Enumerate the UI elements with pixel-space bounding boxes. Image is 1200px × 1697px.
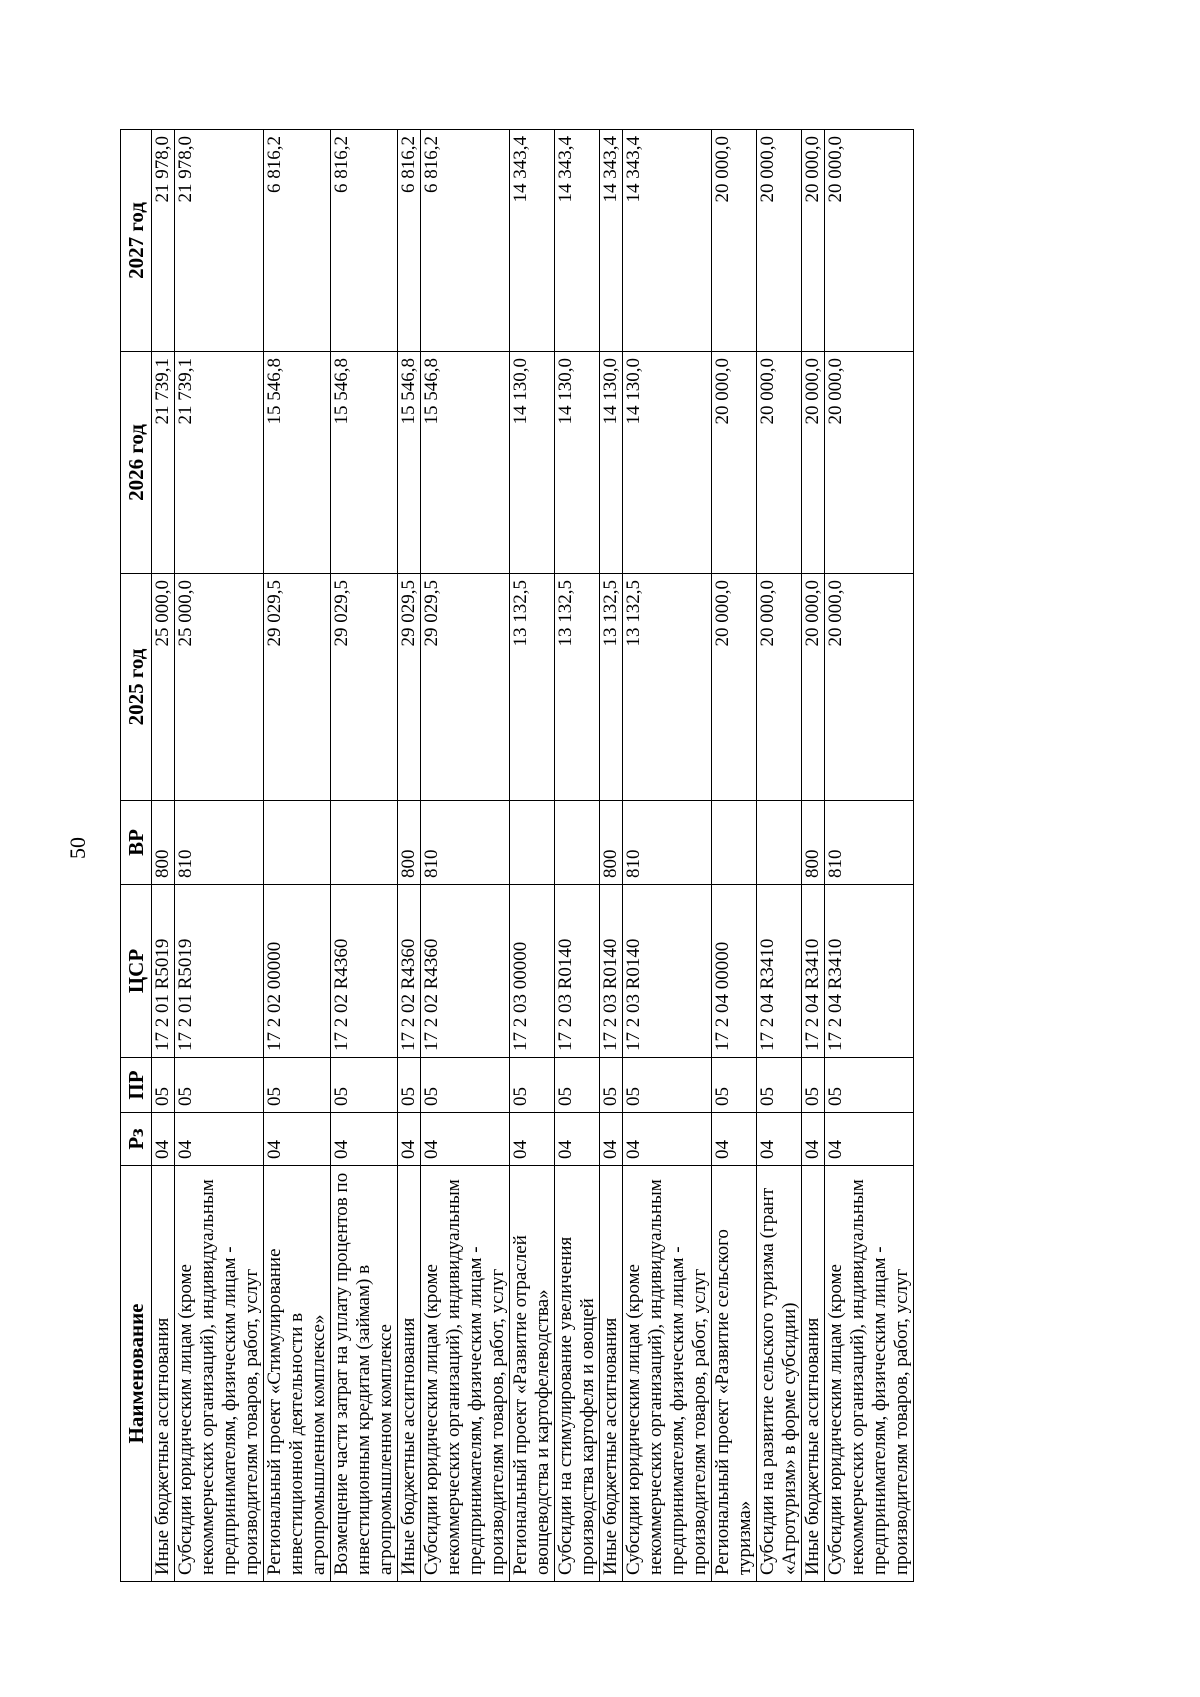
cell-name: Иные бюджетные ассигнования — [600, 1166, 623, 1582]
cell-rz: 04 — [600, 1113, 623, 1166]
cell-pr: 05 — [757, 1058, 802, 1113]
budget-table — [120, 129, 914, 1582]
cell-2026: 15 546,8 — [264, 352, 331, 574]
table-row — [712, 130, 757, 1582]
table-body — [152, 130, 914, 1582]
cell-rz: 04 — [623, 1113, 712, 1166]
cell-name: Региональный проект «Развитие отраслей овощеводства и картофелеводства» — [510, 1166, 555, 1582]
cell-name: Иные бюджетные ассигнования — [152, 1166, 175, 1582]
cell-2026: 20 000,0 — [757, 352, 802, 574]
table-header-row — [121, 130, 152, 1582]
cell-name: Субсидии на стимулирование увеличения производства картофеля и овощей — [555, 1166, 600, 1582]
cell-2025: 13 132,5 — [555, 574, 600, 801]
cell-rz: 04 — [421, 1113, 510, 1166]
cell-2025: 20 000,0 — [712, 574, 757, 801]
cell-vr: 810 — [421, 801, 510, 885]
cell-2026: 21 739,1 — [175, 352, 264, 574]
cell-2027: 21 978,0 — [152, 130, 175, 352]
header-csr: ЦСР — [121, 885, 152, 1058]
cell-csr: 17 2 02 R4360 — [398, 885, 421, 1058]
cell-2025: 20 000,0 — [757, 574, 802, 801]
table-row — [802, 130, 825, 1582]
cell-rz: 04 — [825, 1113, 914, 1166]
cell-2025: 13 132,5 — [600, 574, 623, 801]
cell-2026: 14 130,0 — [555, 352, 600, 574]
cell-pr: 05 — [712, 1058, 757, 1113]
cell-csr: 17 2 02 R4360 — [421, 885, 510, 1058]
cell-rz: 04 — [757, 1113, 802, 1166]
cell-2025: 29 029,5 — [398, 574, 421, 801]
cell-pr: 05 — [331, 1058, 398, 1113]
cell-vr — [264, 801, 331, 885]
cell-pr: 05 — [555, 1058, 600, 1113]
cell-vr: 800 — [802, 801, 825, 885]
cell-csr: 17 2 03 00000 — [510, 885, 555, 1058]
cell-2025: 25 000,0 — [152, 574, 175, 801]
cell-vr: 810 — [175, 801, 264, 885]
cell-2026: 14 130,0 — [510, 352, 555, 574]
cell-2027: 6 816,2 — [421, 130, 510, 352]
cell-2025: 29 029,5 — [421, 574, 510, 801]
cell-rz: 04 — [264, 1113, 331, 1166]
cell-csr: 17 2 03 R0140 — [555, 885, 600, 1058]
cell-2027: 20 000,0 — [712, 130, 757, 352]
table-row — [510, 130, 555, 1582]
cell-2025: 29 029,5 — [331, 574, 398, 801]
cell-name: Региональный проект «Стимулирование инвестиционной деятельности в агропромышленном комплексе» — [264, 1166, 331, 1582]
cell-name: Субсидии на развитие сельского туризма (грант «Агротуризм» в форме субсидии) — [757, 1166, 802, 1582]
table-row — [152, 130, 175, 1582]
cell-2026: 20 000,0 — [712, 352, 757, 574]
cell-vr: 800 — [152, 801, 175, 885]
cell-pr: 05 — [175, 1058, 264, 1113]
cell-pr: 05 — [421, 1058, 510, 1113]
cell-csr: 17 2 02 00000 — [264, 885, 331, 1058]
table-row — [398, 130, 421, 1582]
cell-vr — [712, 801, 757, 885]
cell-pr: 05 — [510, 1058, 555, 1113]
cell-csr: 17 2 04 R3410 — [802, 885, 825, 1058]
header-2027: 2027 год — [121, 130, 152, 352]
cell-vr — [757, 801, 802, 885]
table-row — [623, 130, 712, 1582]
cell-vr: 810 — [623, 801, 712, 885]
cell-2026: 15 546,8 — [421, 352, 510, 574]
cell-rz: 04 — [510, 1113, 555, 1166]
cell-csr: 17 2 04 R3410 — [757, 885, 802, 1058]
cell-2027: 20 000,0 — [757, 130, 802, 352]
header-2025: 2025 год — [121, 574, 152, 801]
rotated-page-content — [120, 130, 1075, 1582]
cell-2026: 15 546,8 — [331, 352, 398, 574]
cell-vr — [555, 801, 600, 885]
cell-2027: 14 343,4 — [600, 130, 623, 352]
cell-name: Иные бюджетные ассигнования — [802, 1166, 825, 1582]
table-row — [555, 130, 600, 1582]
cell-csr: 17 2 01 R5019 — [152, 885, 175, 1058]
cell-csr: 17 2 03 R0140 — [600, 885, 623, 1058]
cell-2025: 13 132,5 — [510, 574, 555, 801]
cell-csr: 17 2 03 R0140 — [623, 885, 712, 1058]
table-row — [264, 130, 331, 1582]
page-number: 50 — [65, 837, 90, 859]
cell-2026: 20 000,0 — [802, 352, 825, 574]
cell-name: Субсидии юридическим лицам (кроме некоммерческих организаций), индивидуальным предпринимателям, физическим лицам - производителям товаров, работ, услуг — [825, 1166, 914, 1582]
cell-2026: 15 546,8 — [398, 352, 421, 574]
cell-vr: 800 — [398, 801, 421, 885]
table-row — [825, 130, 914, 1582]
table-row — [331, 130, 398, 1582]
cell-2025: 20 000,0 — [825, 574, 914, 801]
cell-vr — [510, 801, 555, 885]
cell-name: Возмещение части затрат на уплату процентов по инвестиционным кредитам (займам) в агропромышленном комплексе — [331, 1166, 398, 1582]
cell-vr — [331, 801, 398, 885]
cell-name: Иные бюджетные ассигнования — [398, 1166, 421, 1582]
cell-csr: 17 2 02 R4360 — [331, 885, 398, 1058]
table-row — [421, 130, 510, 1582]
cell-2026: 14 130,0 — [600, 352, 623, 574]
cell-rz: 04 — [152, 1113, 175, 1166]
cell-2025: 29 029,5 — [264, 574, 331, 801]
cell-2027: 14 343,4 — [510, 130, 555, 352]
cell-vr: 800 — [600, 801, 623, 885]
cell-name: Субсидии юридическим лицам (кроме некоммерческих организаций), индивидуальным предпринимателям, физическим лицам - производителям товаров, работ, услуг — [421, 1166, 510, 1582]
cell-rz: 04 — [555, 1113, 600, 1166]
cell-2025: 25 000,0 — [175, 574, 264, 801]
table-row — [757, 130, 802, 1582]
cell-csr: 17 2 04 00000 — [712, 885, 757, 1058]
cell-pr: 05 — [825, 1058, 914, 1113]
cell-name: Региональный проект «Развитие сельского туризма» — [712, 1166, 757, 1582]
cell-2027: 14 343,4 — [555, 130, 600, 352]
cell-2026: 20 000,0 — [825, 352, 914, 574]
cell-pr: 05 — [152, 1058, 175, 1113]
cell-pr: 05 — [623, 1058, 712, 1113]
header-rz: Рз — [121, 1113, 152, 1166]
header-name: Наименование — [121, 1166, 152, 1582]
cell-rz: 04 — [802, 1113, 825, 1166]
cell-2025: 13 132,5 — [623, 574, 712, 801]
cell-2027: 21 978,0 — [175, 130, 264, 352]
cell-2025: 20 000,0 — [802, 574, 825, 801]
cell-rz: 04 — [175, 1113, 264, 1166]
cell-2026: 14 130,0 — [623, 352, 712, 574]
header-2026: 2026 год — [121, 352, 152, 574]
cell-name: Субсидии юридическим лицам (кроме некоммерческих организаций), индивидуальным предпринимателям, физическим лицам - производителям товаров, работ, услуг — [623, 1166, 712, 1582]
cell-2027: 6 816,2 — [331, 130, 398, 352]
cell-2026: 21 739,1 — [152, 352, 175, 574]
table-row — [600, 130, 623, 1582]
cell-2027: 20 000,0 — [825, 130, 914, 352]
cell-rz: 04 — [331, 1113, 398, 1166]
cell-pr: 05 — [802, 1058, 825, 1113]
cell-vr: 810 — [825, 801, 914, 885]
cell-csr: 17 2 01 R5019 — [175, 885, 264, 1058]
header-pr: ПР — [121, 1058, 152, 1113]
cell-2027: 20 000,0 — [802, 130, 825, 352]
cell-csr: 17 2 04 R3410 — [825, 885, 914, 1058]
cell-2027: 14 343,4 — [623, 130, 712, 352]
cell-2027: 6 816,2 — [398, 130, 421, 352]
cell-rz: 04 — [398, 1113, 421, 1166]
cell-name: Субсидии юридическим лицам (кроме некоммерческих организаций), индивидуальным предпринимателям, физическим лицам - производителям товаров, работ, услуг — [175, 1166, 264, 1582]
cell-rz: 04 — [712, 1113, 757, 1166]
table-row — [175, 130, 264, 1582]
cell-pr: 05 — [398, 1058, 421, 1113]
header-vr: ВР — [121, 801, 152, 885]
cell-2027: 6 816,2 — [264, 130, 331, 352]
cell-pr: 05 — [264, 1058, 331, 1113]
cell-pr: 05 — [600, 1058, 623, 1113]
